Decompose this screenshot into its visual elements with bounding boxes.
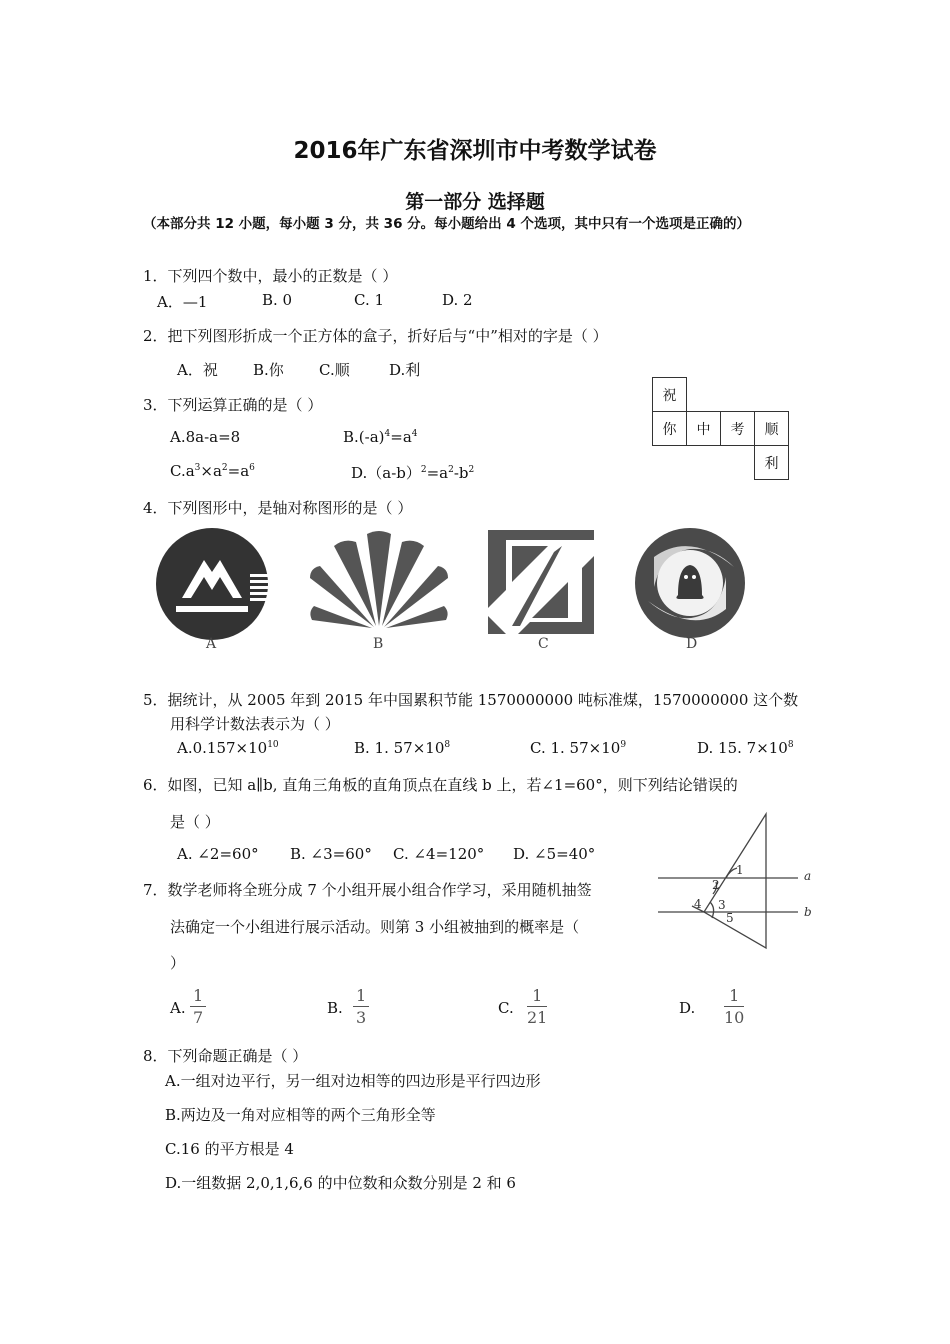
logo-b-label: B [373, 636, 384, 652]
q6-stem-line2: 是（ ） [170, 813, 220, 831]
net-cell: 祝 [653, 378, 687, 412]
q4-stem: 4．下列图形中，是轴对称图形的是（ ） [143, 499, 413, 517]
q5-stem-line1: 5．据统计，从 2005 年到 2015 年中国累积节能 1570000000 吨标准煤，1570000000 这个数 [143, 691, 799, 709]
q7-option-d-fraction: $\frac{1}{10}$ [724, 986, 745, 1027]
q6-option-a: A. ∠2=60° [177, 845, 259, 863]
q7-option-a-label: A. [170, 999, 186, 1017]
logo-b-figure [304, 528, 454, 630]
q1-option-d: D. 2 [442, 291, 473, 309]
angle-3-label: 3 [718, 898, 726, 912]
logo-c-figure [488, 530, 594, 634]
q7-option-c-label: C. [498, 999, 514, 1017]
line-b-label: b [804, 905, 812, 919]
q5-option-b: B. 1. $57\times 10^8$ [354, 739, 451, 757]
angle-4-label: 4 [694, 897, 702, 911]
q7-option-d-label: D. [679, 999, 696, 1017]
q2-option-a: A．祝 [177, 361, 218, 379]
section-note: （本部分共 12 小题，每小题 3 分，共 36 分。每小题给出 4 个选项，其中只有一个选项是正确的） [143, 216, 750, 232]
q2-option-d: D.利 [389, 361, 421, 379]
q3-option-d: $D.(a-b)^2=a^2-b^2$ [351, 464, 475, 482]
q3-option-c: $C.a^3\times a^2=a^6$ [170, 462, 255, 480]
q8-option-a: A.一组对边平行，另一组对边相等的四边形是平行四边形 [165, 1072, 541, 1090]
logo-a-label: A [206, 636, 217, 652]
parallel-lines-figure [658, 810, 818, 950]
q1-option-c: C. 1 [354, 291, 385, 309]
q6-option-c: C. ∠4=120° [393, 845, 485, 863]
logo-a-figure [154, 526, 270, 642]
q1-stem: 1．下列四个数中，最小的正数是（ ） [143, 267, 398, 285]
q3-option-b: $B.(-a)^4=a^4$ [343, 428, 418, 446]
q8-option-d: D.一组数据 2,0,1,6,6 的中位数和众数分别是 2 和 6 [165, 1174, 516, 1192]
q2-option-c: C.顺 [319, 361, 350, 379]
q8-stem: 8．下列命题正确是（ ） [143, 1047, 308, 1065]
q1-option-b: B. 0 [262, 291, 293, 309]
net-cell: 顺 [755, 412, 789, 446]
net-cell: 你 [653, 412, 687, 446]
q2-stem: 2．把下列图形折成一个正方体的盒子，折好后与“中”相对的字是（ ） [143, 327, 608, 345]
net-cell: 利 [755, 446, 789, 480]
q6-option-d: D. ∠5=40° [513, 845, 596, 863]
angle-2-label: 2 [712, 878, 720, 892]
logo-d-label: D [686, 636, 698, 652]
angle-1-label: 1 [736, 863, 744, 877]
net-cell: 中 [687, 412, 721, 446]
q3-option-a: A.8a-a=8 [170, 428, 241, 446]
logo-c-label: C [538, 636, 549, 652]
page-title: 2016年广东省深圳市中考数学试卷 [293, 138, 657, 164]
q3-stem: 3．下列运算正确的是（ ） [143, 396, 323, 414]
section-heading: 第一部分 选择题 [405, 191, 545, 213]
q7-option-b-fraction: $\frac{1}{3}$ [353, 986, 369, 1029]
line-a-label: a [804, 869, 812, 883]
q8-option-c: C.16 的平方根是 4 [165, 1140, 294, 1158]
q1-option-a: A．—1 [157, 293, 208, 311]
angle-5-label: 5 [726, 911, 734, 925]
q7-option-b-label: B. [327, 999, 343, 1017]
q5-option-d: D. 15. $7\times 10^8$ [697, 739, 794, 757]
q7-option-c-fraction: $\frac{1}{21}$ [527, 986, 548, 1027]
cube-net-figure [652, 377, 789, 480]
q5-option-a: $A.0.157\times 10^{10}$ [177, 739, 279, 757]
q7-stem-line3: ） [170, 954, 186, 972]
q8-option-b: B.两边及一角对应相等的两个三角形全等 [165, 1106, 436, 1124]
q7-stem-line2: 法确定一个小组进行展示活动。则第 3 小组被抽到的概率是（ [170, 918, 580, 936]
q6-option-b: B. ∠3=60° [290, 845, 372, 863]
logo-d-figure [634, 527, 746, 639]
q7-option-a-fraction: $\frac{1}{7}$ [190, 986, 206, 1029]
q5-stem-line2: 用科学计数法表示为（ ） [170, 715, 340, 733]
q2-option-b: B.你 [253, 361, 284, 379]
net-cell: 考 [721, 412, 755, 446]
q5-option-c: C. 1. $57\times 10^9$ [530, 739, 627, 757]
q7-stem-line1: 7．数学老师将全班分成 7 个小组开展小组合作学习，采用随机抽签 [143, 881, 592, 899]
q6-stem-line1: 6．如图，已知 a∥b, 直角三角板的直角顶点在直线 b 上，若∠1=60°，则下列结论错误的 [143, 776, 738, 794]
